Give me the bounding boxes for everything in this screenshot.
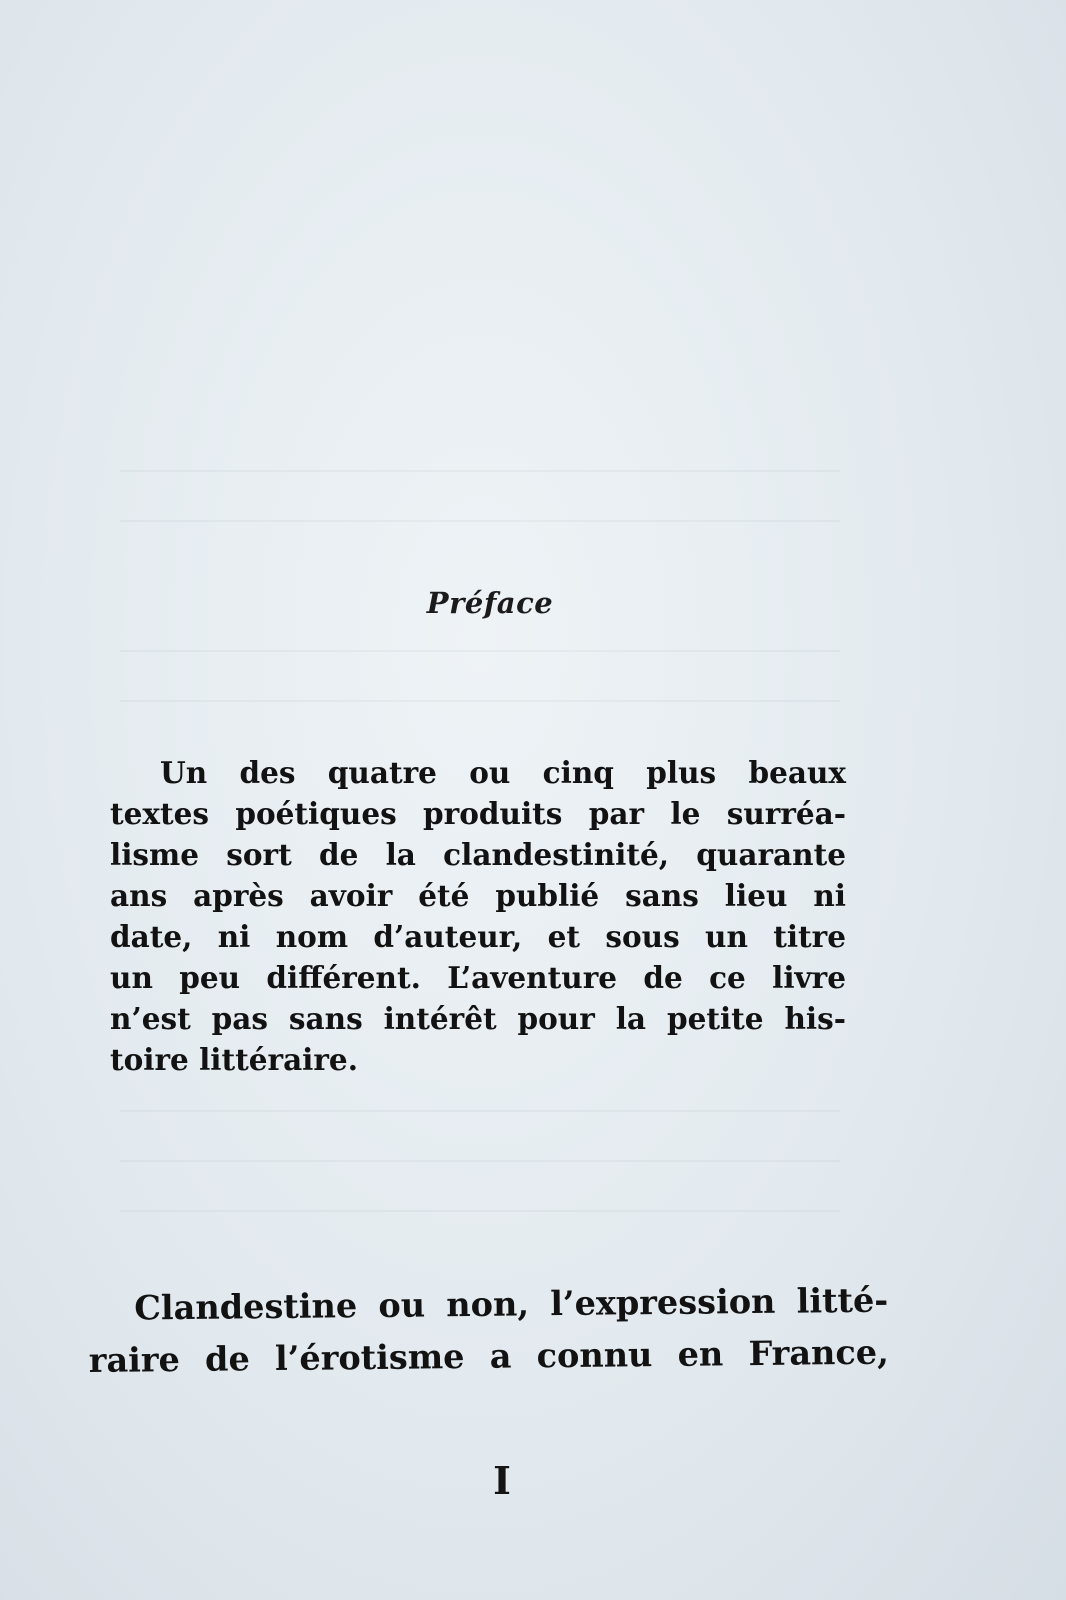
text-line: date, ni nom d’auteur, et sous un titre — [110, 919, 846, 954]
bleed-through-line — [120, 520, 840, 522]
text-line: un peu différent. L’aventure de ce livre — [110, 960, 846, 995]
page-number: I — [493, 1458, 511, 1503]
text-line: ans après avoir été publié sans lieu ni — [110, 878, 846, 913]
text-line: toire littéraire. — [110, 1042, 358, 1077]
paragraph-erotic-expression — [88, 1275, 889, 1387]
bleed-through-line — [120, 650, 840, 652]
text-line: Clandestine ou non, l’expression litté- — [134, 1280, 889, 1328]
bleed-through-line — [120, 470, 840, 472]
bleed-through-line — [120, 1210, 840, 1212]
text-line: Un des quatre ou cinq plus beaux — [160, 755, 846, 790]
paragraph-preface-intro — [110, 752, 846, 1080]
bleed-through-line — [120, 1160, 840, 1162]
text-line: textes poétiques produits par le surréa- — [110, 796, 846, 831]
text-line: raire de l’érotisme a connu en France, — [88, 1332, 889, 1380]
bleed-through-line — [120, 1110, 840, 1112]
text-line: lisme sort de la clandestinité, quarante — [110, 837, 846, 872]
text-line: n’est pas sans intérêt pour la petite his- — [110, 1001, 846, 1036]
bleed-through-line — [120, 700, 840, 702]
page-title: Préface — [426, 586, 554, 620]
